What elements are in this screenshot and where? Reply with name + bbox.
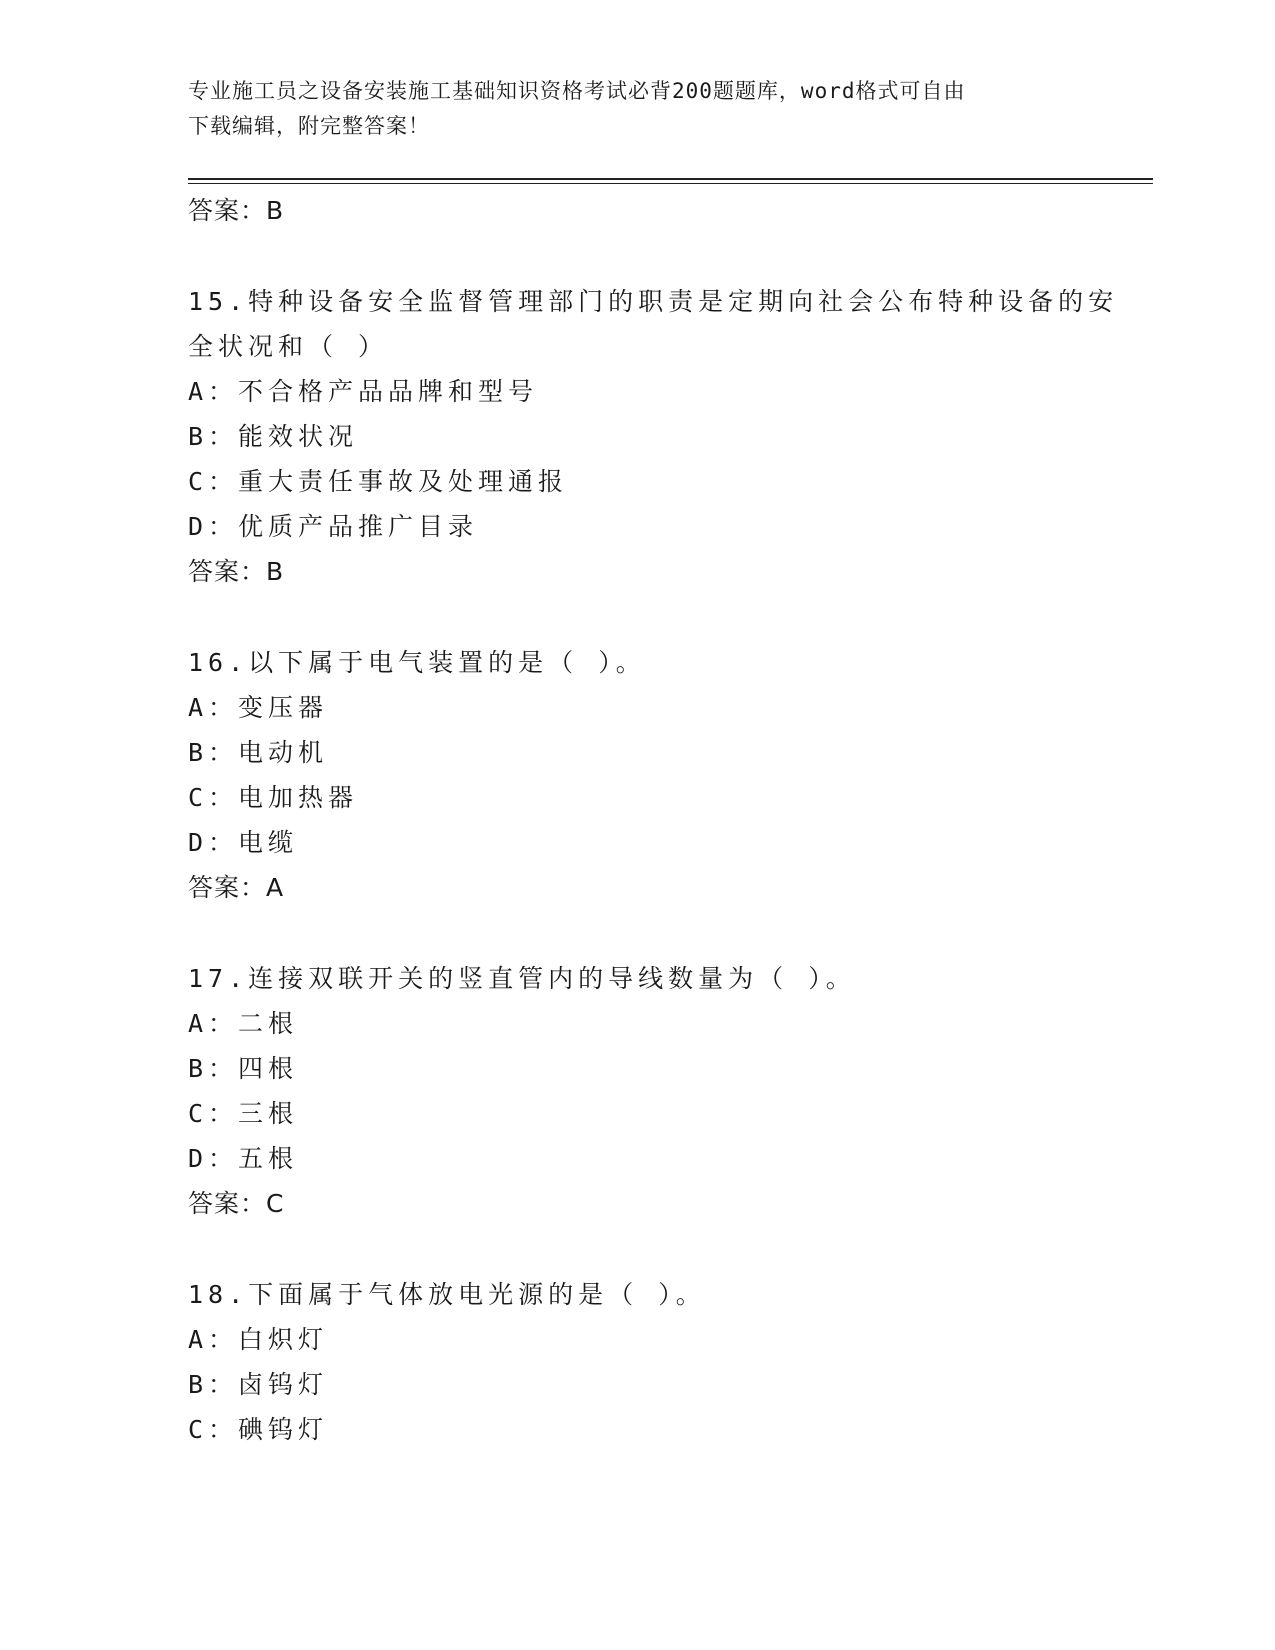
document-page bbox=[188, 0, 1153, 1650]
spacer bbox=[188, 233, 1153, 279]
question-stem: 17.连接双联开关的竖直管内的导线数量为（ ）。 bbox=[188, 964, 856, 993]
header-line-2: 下载编辑，附完整答案！ bbox=[188, 114, 430, 138]
question-stem: 16.以下属于电气装置的是（ ）。 bbox=[188, 648, 646, 677]
option-b: B：四根 bbox=[188, 1054, 299, 1083]
option-b: B：卤钨灯 bbox=[188, 1370, 329, 1399]
question-stem: 18.下面属于气体放电光源的是（ ）。 bbox=[188, 1280, 706, 1309]
option-c: C：重大责任事故及处理通报 bbox=[188, 467, 569, 496]
option-d: D：优质产品推广目录 bbox=[188, 512, 479, 541]
option-c: C：三根 bbox=[188, 1099, 299, 1128]
option-a: A：变压器 bbox=[188, 693, 329, 722]
question-block bbox=[188, 1272, 1153, 1452]
option-a: A：二根 bbox=[188, 1009, 299, 1038]
option-d: D：五根 bbox=[188, 1144, 299, 1173]
question-answer: 答案：B bbox=[188, 557, 285, 586]
header-divider-thin bbox=[188, 183, 1153, 184]
spacer bbox=[188, 594, 1153, 640]
option-d: D：电缆 bbox=[188, 828, 299, 857]
option-c: C：碘钨灯 bbox=[188, 1415, 329, 1444]
question-answer: 答案：C bbox=[188, 1189, 285, 1218]
question-stem: 15.特种设备安全监督管理部门的职责是定期向社会公布特种设备的安 bbox=[188, 287, 1119, 316]
document-header bbox=[188, 74, 1068, 144]
question-stem-continued: 全状况和（ ） bbox=[188, 332, 389, 361]
option-a: A：不合格产品品牌和型号 bbox=[188, 377, 539, 406]
question-block bbox=[188, 956, 1153, 1226]
question-answer: 答案：A bbox=[188, 873, 285, 902]
document-content bbox=[188, 188, 1153, 1452]
previous-answer: 答案：B bbox=[188, 196, 285, 225]
option-b: B：电动机 bbox=[188, 738, 329, 767]
question-block bbox=[188, 279, 1153, 594]
question-block bbox=[188, 640, 1153, 910]
spacer bbox=[188, 1226, 1153, 1272]
option-b: B：能效状况 bbox=[188, 422, 359, 451]
option-a: A：白炽灯 bbox=[188, 1325, 329, 1354]
spacer bbox=[188, 910, 1153, 956]
header-divider-thick bbox=[188, 178, 1153, 180]
header-line-1: 专业施工员之设备安装施工基础知识资格考试必背200题题库，word格式可自由 bbox=[188, 79, 966, 103]
option-c: C：电加热器 bbox=[188, 783, 359, 812]
